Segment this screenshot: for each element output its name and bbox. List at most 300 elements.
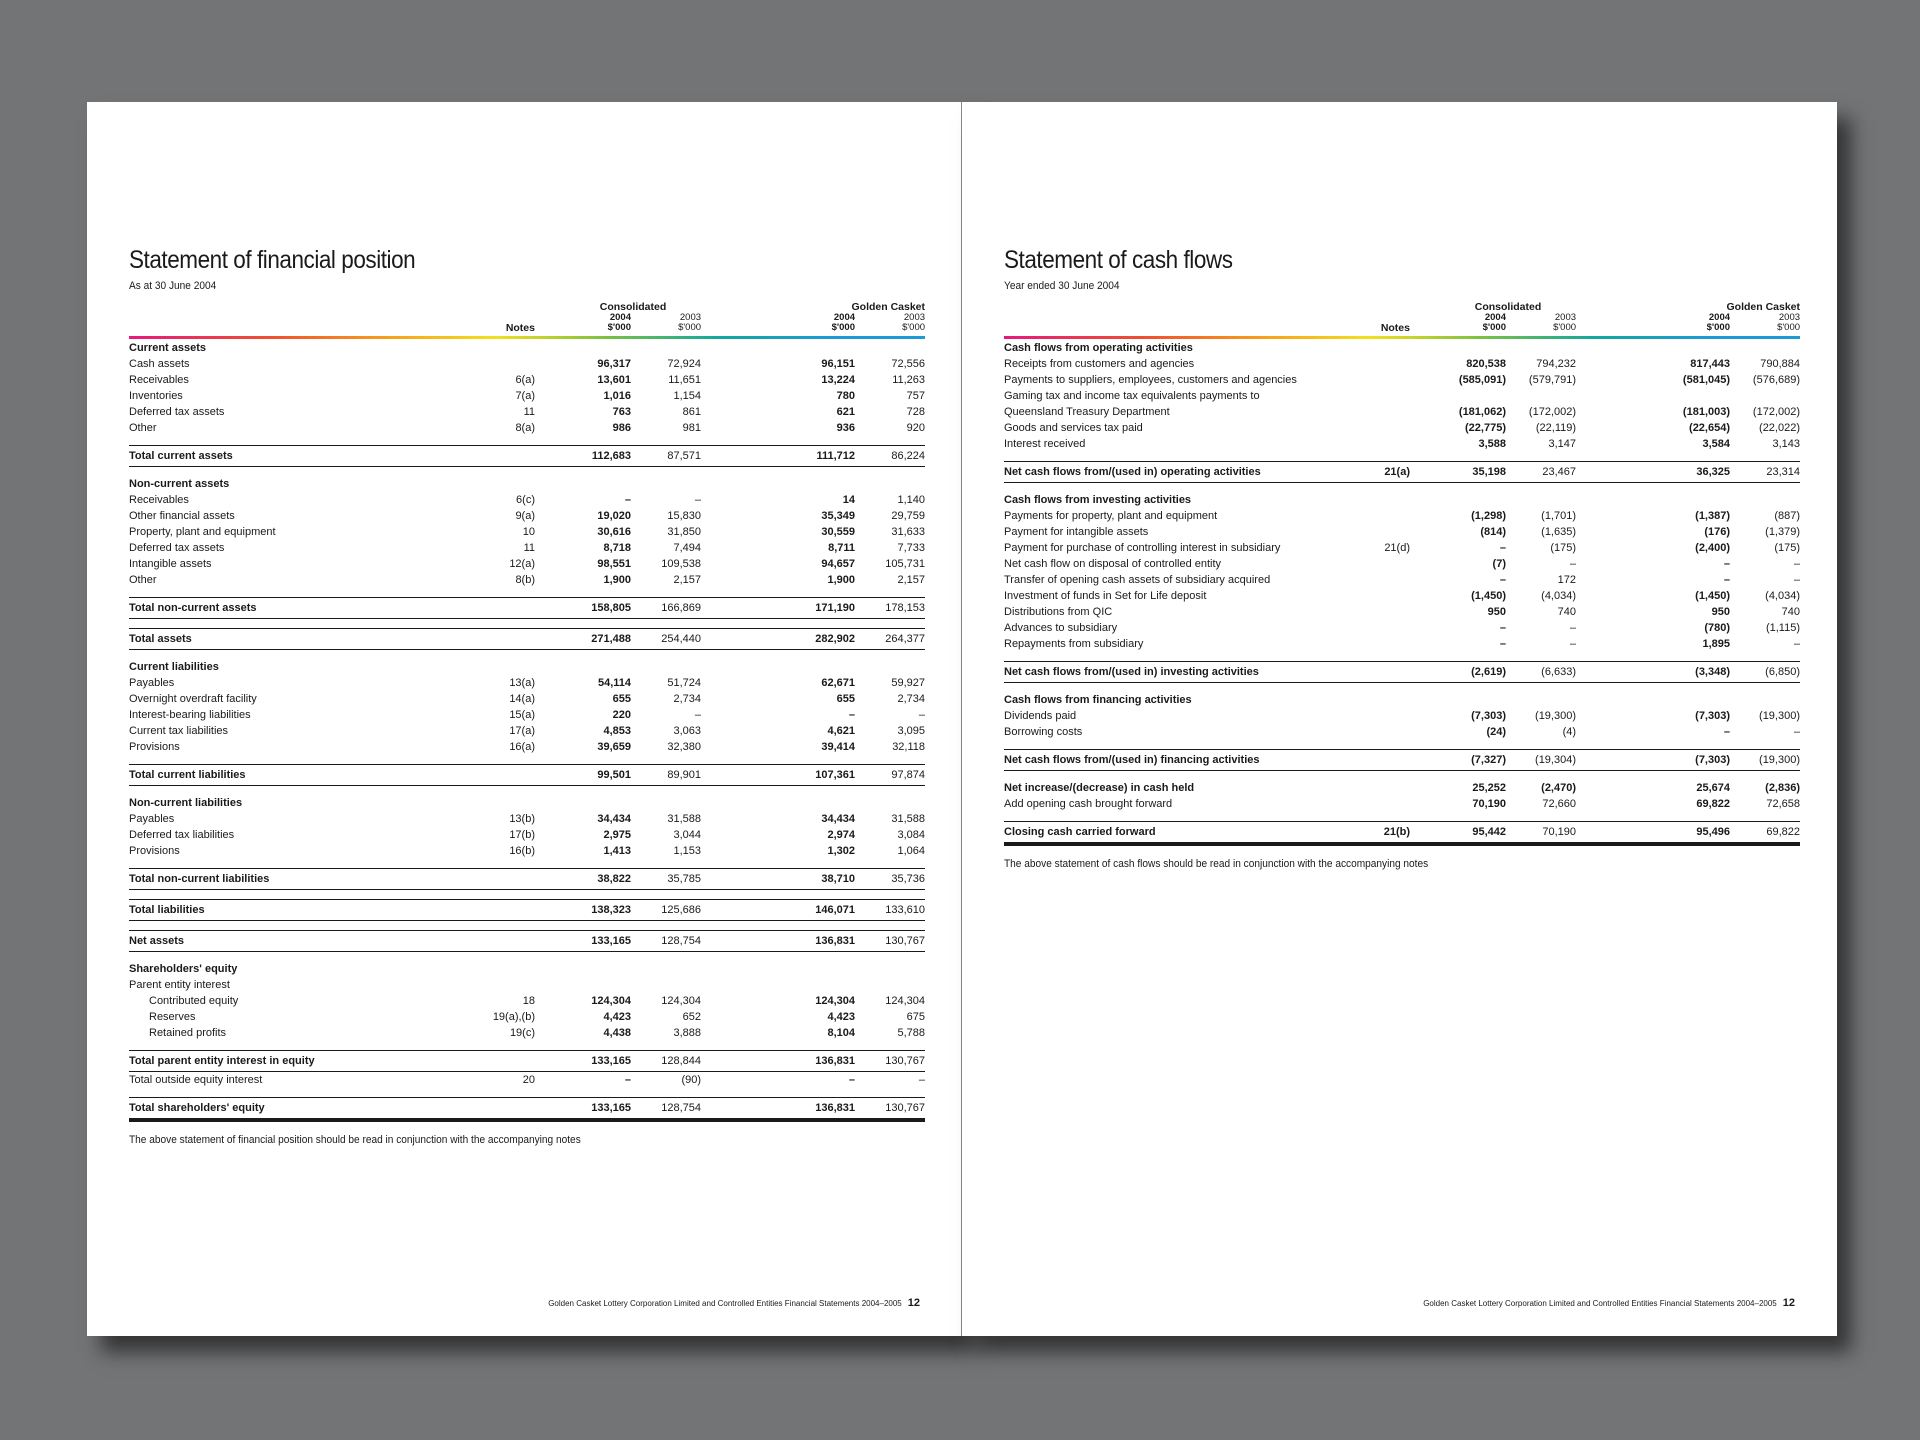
row-notes (429, 356, 535, 372)
value-consolidated-2003: (1,701) (1541, 510, 1577, 522)
value-consolidated-2004: – (1499, 574, 1506, 586)
table-row (129, 372, 925, 388)
value-consolidated-2003: 31,850 (667, 526, 702, 538)
row-label: Total non-current assets (129, 598, 429, 619)
value-golden-casket-2003: 740 (1781, 606, 1801, 618)
row-notes: 19(a),(b) (492, 1011, 535, 1023)
value-golden-casket-2004: 136,831 (745, 1098, 855, 1121)
value-consolidated-2004: 820,538 (1466, 358, 1506, 370)
value-golden-casket-2004: (3,348) (1620, 662, 1730, 683)
value-golden-casket-2003: 264,377 (855, 629, 925, 650)
value-consolidated-2004: 133,165 (535, 1051, 631, 1072)
value-golden-casket-2003: 130,767 (855, 931, 925, 952)
table-row (1004, 372, 1800, 388)
table-row (129, 843, 925, 859)
row-label: Net cash flow on disposal of controlled entity (1004, 558, 1222, 570)
value-consolidated-2004: 95,442 (1410, 822, 1506, 845)
value-consolidated-2004: 133,165 (535, 931, 631, 952)
section-label: Current assets (129, 342, 207, 354)
value-consolidated-2004: 138,323 (535, 900, 631, 921)
value-golden-casket-2003: 69,822 (1730, 822, 1800, 845)
row-label: Retained profits (149, 1027, 227, 1039)
value-golden-casket-2003: 2,734 (897, 693, 926, 705)
row-label: Total non-current liabilities (129, 869, 429, 890)
row-label: Interest received (1004, 438, 1086, 450)
value-consolidated-2004: 3,588 (1478, 438, 1506, 450)
total-row (129, 765, 925, 786)
value-golden-casket-2003: – (1793, 726, 1801, 738)
value-consolidated-2004: 112,683 (535, 446, 631, 467)
row-notes (1304, 620, 1410, 636)
unit-label: $'000 (678, 322, 702, 333)
group-consolidated: Consolidated (1474, 301, 1542, 313)
row-label: Gaming tax and income tax equivalents payments to (1004, 390, 1260, 402)
value-consolidated-2003: 3,044 (673, 829, 702, 841)
value-golden-casket-2003: 920 (906, 422, 926, 434)
row-label: Total current assets (129, 446, 429, 467)
value-consolidated-2003: 3,147 (1548, 438, 1577, 450)
group-consolidated: Consolidated (599, 301, 667, 313)
page-footer (548, 1297, 920, 1309)
value-consolidated-2003: (4,034) (1541, 590, 1577, 602)
row-label: Net increase/(decrease) in cash held (1004, 782, 1195, 794)
row-label: Overnight overdraft facility (129, 693, 257, 705)
value-golden-casket-2003: 2,157 (897, 574, 926, 586)
page-subtitle: As at 30 June 2004 (129, 280, 217, 292)
value-golden-casket-2003: 1,064 (897, 845, 926, 857)
page-right (962, 102, 1837, 1336)
value-consolidated-2003: 3,888 (673, 1027, 702, 1039)
table-body (1004, 340, 1800, 844)
value-golden-casket-2004: (22,654) (1689, 422, 1731, 434)
value-consolidated-2003: 652 (682, 1011, 702, 1023)
value-consolidated-2004: 19,020 (597, 510, 631, 522)
table-row (129, 1009, 925, 1025)
row-notes: 6(a) (515, 374, 535, 386)
value-golden-casket-2003: 29,759 (891, 510, 926, 522)
row-notes (429, 931, 535, 952)
table-row (1004, 724, 1800, 740)
row-notes (1304, 372, 1410, 388)
value-consolidated-2003: – (1569, 622, 1577, 634)
value-golden-casket-2003: 31,588 (891, 813, 926, 825)
value-golden-casket-2004: (780) (1704, 622, 1731, 634)
footer-text: Golden Casket Lottery Corporation Limited and Controlled Entities Financial Statements 2004–2005 (1423, 1299, 1777, 1308)
row-label: Inventories (129, 390, 183, 402)
value-golden-casket-2003: 72,658 (1766, 798, 1801, 810)
section-heading (129, 340, 925, 356)
value-golden-casket-2003: 130,767 (855, 1098, 925, 1121)
unit-label: $'000 (1706, 322, 1731, 333)
value-consolidated-2003: (175) (1550, 542, 1577, 554)
row-notes (429, 1051, 535, 1072)
total-row (129, 1051, 925, 1072)
row-notes (1304, 556, 1410, 572)
value-consolidated-2004: – (624, 1074, 631, 1086)
table-row (129, 492, 925, 508)
value-golden-casket-2003: (576,689) (1752, 374, 1801, 386)
value-golden-casket-2004: (181,003) (1682, 406, 1731, 418)
row-label: Payment for intangible assets (1004, 526, 1149, 538)
row-label: Receivables (129, 494, 189, 506)
row-label: Total parent entity interest in equity (129, 1051, 429, 1072)
row-label: Queensland Treasury Department (1004, 406, 1170, 418)
row-notes (1304, 588, 1410, 604)
row-label: Payables (129, 677, 175, 689)
cash-flows-statement (1004, 246, 1800, 870)
value-golden-casket-2003: 11,263 (892, 374, 926, 386)
value-golden-casket-2003: – (1793, 638, 1801, 650)
value-golden-casket-2003: – (1793, 558, 1801, 570)
value-golden-casket-2004: 69,822 (1696, 798, 1731, 810)
value-consolidated-2003: (19,300) (1535, 710, 1577, 722)
row-label: Parent entity interest (129, 979, 230, 991)
value-golden-casket-2004: 2,974 (827, 829, 856, 841)
row-notes (429, 869, 535, 890)
page-number: 12 (1782, 1297, 1795, 1309)
value-golden-casket-2004: 817,443 (1690, 358, 1731, 370)
row-notes: 17(b) (509, 829, 535, 841)
value-golden-casket-2004: 4,621 (827, 725, 856, 737)
row-notes (1304, 572, 1410, 588)
row-notes: 21(d) (1384, 542, 1410, 554)
section-label: Non-current assets (129, 478, 230, 490)
value-consolidated-2004: 655 (612, 693, 631, 705)
value-consolidated-2004: 8,718 (603, 542, 631, 554)
row-label: Advances to subsidiary (1004, 622, 1118, 634)
value-consolidated-2004: 96,317 (597, 358, 631, 370)
value-golden-casket-2003: (19,300) (1730, 750, 1800, 771)
value-golden-casket-2003: 105,731 (885, 558, 926, 570)
value-golden-casket-2004: 936 (836, 422, 856, 434)
row-label: Other (129, 422, 157, 434)
value-golden-casket-2004: 35,349 (821, 510, 856, 522)
table-row (1004, 556, 1800, 572)
value-golden-casket-2003: 35,736 (855, 869, 925, 890)
table-body (129, 340, 925, 1120)
page-subtitle: Year ended 30 June 2004 (1004, 280, 1120, 292)
value-consolidated-2004: (24) (1486, 726, 1506, 738)
value-consolidated-2004: 133,165 (535, 1098, 631, 1121)
year-2004: 2004 (1484, 312, 1506, 323)
value-consolidated-2004: 1,413 (603, 845, 631, 857)
value-consolidated-2004: – (1499, 542, 1506, 554)
row-label: Cash assets (129, 358, 190, 370)
row-label: Provisions (129, 741, 180, 753)
row-notes (429, 765, 535, 786)
row-label: Current tax liabilities (129, 725, 229, 737)
value-golden-casket-2004: (1,450) (1695, 590, 1731, 602)
year-2003: 2003 (1554, 312, 1577, 323)
unit-label: $'000 (1777, 322, 1801, 333)
page-number: 12 (907, 1297, 920, 1309)
row-label: Intangible assets (129, 558, 212, 570)
value-consolidated-2004: (181,062) (1458, 406, 1506, 418)
table-row (129, 811, 925, 827)
value-golden-casket-2004: (1,387) (1695, 510, 1731, 522)
value-golden-casket-2003 (1730, 388, 1800, 404)
table-row (1004, 388, 1800, 404)
value-golden-casket-2004: 1,900 (827, 574, 856, 586)
value-consolidated-2004 (535, 977, 631, 993)
value-golden-casket-2003: 31,633 (891, 526, 926, 538)
section-heading (129, 795, 925, 811)
value-golden-casket-2003: 3,143 (1772, 438, 1801, 450)
table-row (129, 556, 925, 572)
value-consolidated-2003: 124,304 (661, 995, 702, 1007)
row-label: Total outside equity interest (129, 1074, 263, 1086)
value-consolidated-2004: 950 (1487, 606, 1506, 618)
value-consolidated-2004: 25,252 (1472, 782, 1506, 794)
value-golden-casket-2003: (2,836) (1765, 782, 1801, 794)
row-notes (1304, 604, 1410, 620)
value-golden-casket-2003: 130,767 (855, 1051, 925, 1072)
table-row (1004, 620, 1800, 636)
row-notes (429, 977, 535, 993)
value-golden-casket-2004: 3,584 (1702, 438, 1731, 450)
value-consolidated-2003: (4) (1562, 726, 1577, 738)
value-golden-casket-2003: 178,153 (855, 598, 925, 619)
value-golden-casket-2004: 38,710 (745, 869, 855, 890)
value-consolidated-2003: (172,002) (1528, 406, 1577, 418)
row-notes: 21(a) (1304, 462, 1410, 483)
value-golden-casket-2003: 5,788 (897, 1027, 926, 1039)
section-heading (1004, 692, 1800, 708)
value-golden-casket-2004: – (1723, 558, 1731, 570)
value-golden-casket-2003: – (1793, 574, 1801, 586)
page-left (87, 102, 962, 1336)
value-consolidated-2003: 31,588 (667, 813, 702, 825)
value-golden-casket-2004: 950 (1711, 606, 1731, 618)
row-label: Provisions (129, 845, 180, 857)
notes-header: Notes (1380, 322, 1410, 334)
value-golden-casket-2004: 4,423 (827, 1011, 856, 1023)
row-notes (1304, 508, 1410, 524)
total-row (129, 598, 925, 619)
value-consolidated-2004: (7) (1492, 558, 1506, 570)
value-consolidated-2003: – (694, 709, 702, 721)
table-row (129, 739, 925, 755)
row-notes (429, 598, 535, 619)
value-golden-casket-2004: 14 (842, 494, 856, 506)
section-label: Cash flows from investing activities (1004, 494, 1192, 506)
value-consolidated-2004: 4,438 (603, 1027, 631, 1039)
value-golden-casket-2004: 62,671 (821, 677, 856, 689)
row-label: Payables (129, 813, 175, 825)
value-consolidated-2004 (1410, 388, 1506, 404)
value-golden-casket-2003: 97,874 (855, 765, 925, 786)
value-consolidated-2003: (6,633) (1506, 662, 1576, 683)
value-golden-casket-2004: (2,400) (1695, 542, 1731, 554)
row-notes (1304, 404, 1410, 420)
value-golden-casket-2004: 95,496 (1620, 822, 1730, 845)
value-consolidated-2004: 35,198 (1410, 462, 1506, 483)
table-row (129, 420, 925, 436)
row-label: Closing cash carried forward (1004, 822, 1304, 845)
value-consolidated-2003: – (694, 494, 702, 506)
row-notes (1304, 750, 1410, 771)
value-golden-casket-2004: 8,711 (828, 542, 856, 554)
table-row (129, 524, 925, 540)
value-consolidated-2003: 87,571 (631, 446, 701, 467)
value-golden-casket-2003: 3,084 (897, 829, 926, 841)
value-golden-casket-2004: 780 (836, 390, 856, 402)
table-row (129, 993, 925, 1009)
value-consolidated-2003: 128,754 (631, 1098, 701, 1121)
financial-position-statement (129, 246, 925, 1146)
year-2003: 2003 (1778, 312, 1801, 323)
value-consolidated-2003: 740 (1557, 606, 1577, 618)
row-label: Receipts from customers and agencies (1004, 358, 1195, 370)
row-notes: 20 (522, 1074, 535, 1086)
value-golden-casket-2003: – (918, 1074, 926, 1086)
total-row (129, 629, 925, 650)
value-consolidated-2003: 128,844 (631, 1051, 701, 1072)
row-notes (1304, 724, 1410, 740)
row-notes (429, 1098, 535, 1121)
value-consolidated-2004: 38,822 (535, 869, 631, 890)
value-golden-casket-2004: 146,071 (745, 900, 855, 921)
row-notes (429, 446, 535, 467)
value-consolidated-2003: 861 (682, 406, 702, 418)
value-consolidated-2004: – (1499, 622, 1506, 634)
value-consolidated-2003: 1,153 (673, 845, 702, 857)
total-row (1004, 662, 1800, 683)
row-notes (1304, 356, 1410, 372)
table-row (1004, 636, 1800, 652)
value-golden-casket-2003: 133,610 (855, 900, 925, 921)
value-golden-casket-2003: 124,304 (885, 995, 926, 1007)
table-row (129, 827, 925, 843)
value-consolidated-2003: (90) (681, 1074, 702, 1086)
value-consolidated-2003: 23,467 (1506, 462, 1576, 483)
table-row (1004, 780, 1800, 796)
table-row (129, 388, 925, 404)
value-golden-casket-2003: 675 (906, 1011, 926, 1023)
value-consolidated-2004: (7,327) (1410, 750, 1506, 771)
value-consolidated-2003: 2,157 (673, 574, 702, 586)
row-label: Net cash flows from/(used in) operating activities (1004, 462, 1304, 483)
row-notes (429, 629, 535, 650)
row-label: Transfer of opening cash assets of subsidiary acquired (1004, 574, 1271, 586)
value-golden-casket-2004: – (848, 709, 856, 721)
value-consolidated-2003: 15,830 (667, 510, 702, 522)
row-notes: 9(a) (515, 510, 535, 522)
row-notes: 14(a) (509, 693, 535, 705)
row-notes: 11 (523, 542, 535, 554)
row-label: Investment of funds in Set for Life deposit (1004, 590, 1207, 602)
value-golden-casket-2004: – (1723, 726, 1731, 738)
notes-header: Notes (505, 322, 535, 334)
row-notes (1304, 662, 1410, 683)
unit-label: $'000 (902, 322, 926, 333)
value-consolidated-2004: 986 (612, 422, 631, 434)
cash-flows-table (1004, 301, 1800, 846)
value-golden-casket-2004: 94,657 (821, 558, 856, 570)
value-consolidated-2004: 4,853 (603, 725, 631, 737)
value-golden-casket-2003 (855, 977, 925, 993)
value-consolidated-2003: 72,924 (667, 358, 702, 370)
table-row (129, 356, 925, 372)
table-row (129, 977, 925, 993)
value-golden-casket-2004: 13,224 (821, 374, 856, 386)
footer-text: Golden Casket Lottery Corporation Limited and Controlled Entities Financial Statements 2004–2005 (548, 1299, 902, 1308)
page-title: Statement of cash flows (1004, 246, 1233, 274)
section-heading (1004, 492, 1800, 508)
row-label: Other (129, 574, 157, 586)
table-row (129, 404, 925, 420)
row-notes (1304, 388, 1410, 404)
row-notes: 11 (523, 406, 535, 418)
value-consolidated-2003: 89,901 (631, 765, 701, 786)
value-consolidated-2004: 99,501 (535, 765, 631, 786)
value-golden-casket-2003: (175) (1774, 542, 1801, 554)
row-label: Deferred tax assets (129, 406, 225, 418)
row-label: Deferred tax liabilities (129, 829, 235, 841)
row-label: Payments for property, plant and equipment (1004, 510, 1218, 522)
footnote: The above statement of financial position should be read in conjunction with the accompanying notes (129, 1134, 581, 1146)
value-consolidated-2003: 32,380 (667, 741, 702, 753)
value-consolidated-2003: 70,190 (1506, 822, 1576, 845)
value-consolidated-2004: (585,091) (1458, 374, 1506, 386)
value-consolidated-2003: 1,154 (673, 390, 702, 402)
value-consolidated-2003: – (1569, 638, 1577, 650)
value-golden-casket-2003: (6,850) (1730, 662, 1800, 683)
value-consolidated-2004: 158,805 (535, 598, 631, 619)
value-golden-casket-2003: 1,140 (897, 494, 926, 506)
value-consolidated-2004: 30,616 (597, 526, 631, 538)
year-2003: 2003 (679, 312, 702, 323)
row-notes: 16(b) (509, 845, 535, 857)
section-heading (129, 961, 925, 977)
value-consolidated-2003: 51,724 (667, 677, 702, 689)
value-consolidated-2004: 124,304 (591, 995, 631, 1007)
table-row (1004, 524, 1800, 540)
value-golden-casket-2003: (172,002) (1752, 406, 1801, 418)
value-golden-casket-2004: 621 (836, 406, 856, 418)
table-row (129, 1072, 925, 1089)
value-golden-casket-2003: 7,733 (897, 542, 926, 554)
value-consolidated-2003: 166,869 (631, 598, 701, 619)
value-golden-casket-2003: 23,314 (1730, 462, 1800, 483)
row-label: Payment for purchase of controlling interest in subsidiary (1004, 542, 1281, 554)
row-label: Deferred tax assets (129, 542, 225, 554)
row-label: Payments to suppliers, employees, customers and agencies (1004, 374, 1297, 386)
row-label: Total shareholders' equity (129, 1098, 429, 1121)
row-label: Net cash flows from/(used in) financing activities (1004, 750, 1304, 771)
value-golden-casket-2004: 8,104 (827, 1027, 856, 1039)
value-golden-casket-2004: 25,674 (1696, 782, 1731, 794)
value-golden-casket-2004: – (848, 1074, 856, 1086)
value-consolidated-2004: 763 (612, 406, 631, 418)
value-consolidated-2003: (1,635) (1541, 526, 1577, 538)
year-2004: 2004 (1708, 312, 1731, 323)
value-golden-casket-2003: (22,022) (1759, 422, 1801, 434)
row-notes (1304, 708, 1410, 724)
total-row (129, 931, 925, 952)
value-consolidated-2004: 220 (612, 709, 631, 721)
row-notes: 12(a) (509, 558, 535, 570)
value-golden-casket-2003: 728 (906, 406, 926, 418)
table-row (1004, 708, 1800, 724)
section-heading (129, 659, 925, 675)
table-row (1004, 540, 1800, 556)
section-label: Current liabilities (129, 661, 219, 673)
value-golden-casket-2004: 111,712 (745, 446, 855, 467)
value-consolidated-2004: 2,975 (603, 829, 631, 841)
value-golden-casket-2004: 124,304 (815, 995, 856, 1007)
table-row (1004, 604, 1800, 620)
